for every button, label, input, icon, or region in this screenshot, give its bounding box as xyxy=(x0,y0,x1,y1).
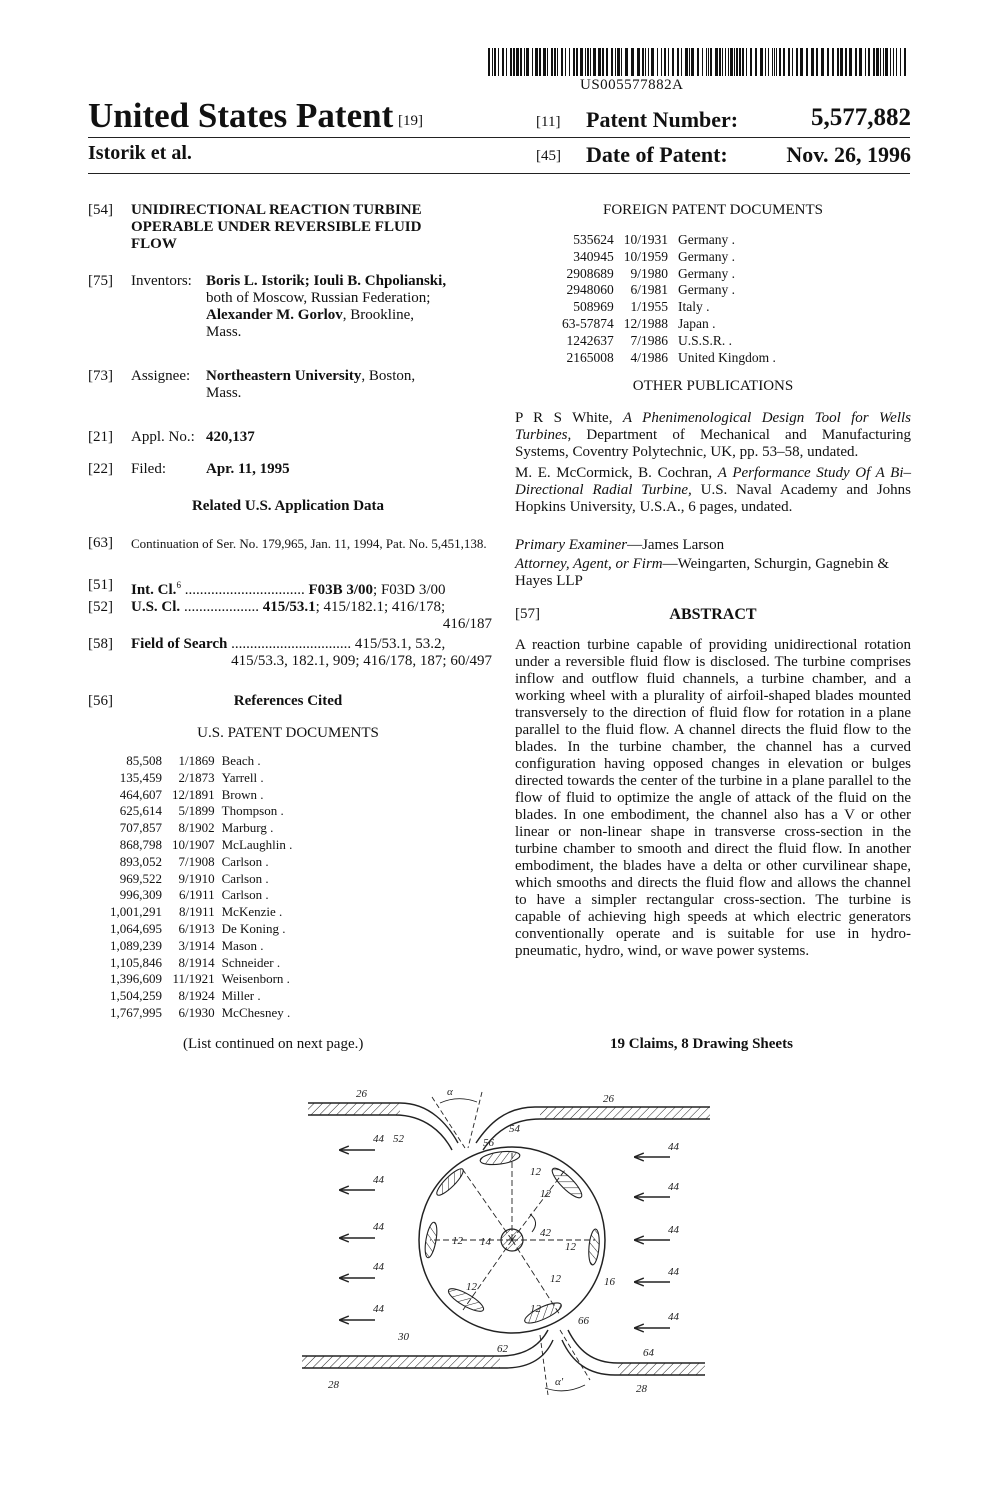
attorney xyxy=(515,556,911,590)
us-patent-date: 6/1930 xyxy=(178,1004,215,1020)
us-patent-inventor: Miller . xyxy=(221,988,261,1004)
title-code: [19] xyxy=(398,113,423,129)
uscl-dots: .................... xyxy=(180,599,263,615)
label-42: 42 xyxy=(540,1227,551,1239)
intcl-dots: ................................ xyxy=(180,582,309,598)
foreign-patent-number: 2948060 xyxy=(566,282,614,298)
us-patent-table xyxy=(110,753,292,1022)
label-12-bottom: 12 xyxy=(530,1303,541,1315)
label-44-r3: 44 xyxy=(668,1224,679,1236)
title-field-code: [54] xyxy=(88,202,113,218)
foreign-patent-number: 340945 xyxy=(573,248,614,264)
label-44-r1: 44 xyxy=(668,1141,679,1153)
inventor-1-location: both of Moscow, Russian Federation; xyxy=(206,290,431,306)
list-continued-note: (List continued on next page.) xyxy=(183,1036,364,1052)
field-of-search-section xyxy=(88,636,492,670)
pub1-title: A Phenimenological Design Tool for Wells Turbines, xyxy=(515,410,911,443)
label-14: 14 xyxy=(480,1236,491,1248)
uscl-code: [52] xyxy=(88,599,113,615)
foreign-patent-country: Germany . xyxy=(678,248,735,264)
foreign-patent-country: Japan . xyxy=(678,315,716,331)
inventor-2-state: Mass. xyxy=(206,324,242,340)
label-28-right: 28 xyxy=(636,1383,647,1395)
header-rule-top xyxy=(88,137,910,138)
us-patent-number: 1,064,695 xyxy=(110,920,162,936)
us-docs-heading: U.S. PATENT DOCUMENTS xyxy=(197,725,379,741)
us-patent-date: 8/1914 xyxy=(178,954,215,970)
assignee-label: Assignee: xyxy=(131,368,191,384)
foreign-patent-number: 63-57874 xyxy=(562,315,614,331)
us-patent-row xyxy=(110,938,292,955)
foreign-heading: FOREIGN PATENT DOCUMENTS xyxy=(602,202,824,218)
intcl-main: F03B 3/00 xyxy=(308,582,374,598)
intcl-label: Int. Cl. xyxy=(131,582,177,598)
us-patent-date: 6/1911 xyxy=(178,887,215,903)
us-patent-number: 625,614 xyxy=(119,803,162,819)
continuation-section xyxy=(88,536,488,551)
other-pub-heading: OTHER PUBLICATIONS xyxy=(632,378,794,394)
us-patent-date: 8/1902 xyxy=(178,820,215,836)
appl-number: 420,137 xyxy=(206,429,255,445)
foreign-patent-date: 4/1986 xyxy=(630,349,669,365)
assignee-location: , Boston, xyxy=(361,368,416,384)
us-patent-inventor: McLaughlin . xyxy=(221,836,293,852)
refs-code: [56] xyxy=(88,693,113,709)
uscl-line-2: 416/187 xyxy=(442,616,492,632)
invention-title-section xyxy=(88,202,488,253)
us-patent-inventor: Mason . xyxy=(221,937,264,953)
us-patent-number: 996,309 xyxy=(119,887,162,903)
references-section xyxy=(88,693,488,710)
references-heading: References Cited xyxy=(233,693,343,709)
us-patent-row xyxy=(110,854,292,871)
us-patent-date: 11/1921 xyxy=(172,971,215,987)
us-patent-number: 1,089,239 xyxy=(110,937,162,953)
pub1-author: P R S White, xyxy=(515,410,623,426)
label-44-r4: 44 xyxy=(668,1266,679,1278)
patent-number: 5,577,882 xyxy=(811,104,911,131)
foreign-patent-row xyxy=(562,232,776,249)
abstract-text: A reaction turbine capable of providing unidirectional rotation under a reversible fluid flow is disclosed. The turbine comprises inflow and outflow fluid channels, a turbine chamber, and a working wheel with a plurality of airfoil-shaped blades mounted transversely to the direction of fluid flow for rotation in a plane parallel to the fluid flow. A channel directs the fluid flow to the blades. In the turbine chamber, the channel has a curved configuration having opposed changes in elevation or bulges directed towards the center of the turbine in a plane parallel to the flow of fluid to optimize the angle of attack of the fluid on the blades. In one embodiment, the channel also has a V or other linear or non-linear shape in transverse cross-section in the turbine chamber to smooth and direct the fluid flow. In another embodiment, the blades have a delta or other curvilinear shape, which smooths and directs the fluid flow and allows the channel to have a simpler rectangular cross-section. The turbine is capable of achieving high speeds at which electric generators conventionally operate and is suitable for use in hydro-pneumatic, hydro, wind, or wave power systems. xyxy=(515,637,911,959)
us-patent-number: 1,105,846 xyxy=(110,954,162,970)
foreign-patent-row xyxy=(562,299,776,316)
label-30: 30 xyxy=(398,1331,409,1343)
pub2-title: A Performance Study Of A Bi–Directional Radial Turbine, xyxy=(515,465,912,498)
us-patent-date: 12/1891 xyxy=(172,786,215,802)
label-alpha-prime: α' xyxy=(555,1376,564,1388)
us-patent-inventor: De Koning . xyxy=(221,920,286,936)
us-patent-inventor: Weisenborn . xyxy=(221,971,290,987)
us-patent-date: 1/1869 xyxy=(178,753,215,768)
foreign-patent-table xyxy=(562,232,776,366)
examiner-label: Primary Examiner xyxy=(515,537,628,553)
pub1-rest: Department of Mechanical and Manufacturing Systems, Coventry Polytechnic, UK, pp. 53–58, undated. xyxy=(515,427,911,460)
us-patent-date: 7/1908 xyxy=(178,853,215,869)
publication-1 xyxy=(515,410,911,461)
label-44-r2: 44 xyxy=(668,1181,679,1193)
us-patent-date: 8/1911 xyxy=(178,904,215,920)
examiner xyxy=(515,537,911,554)
date-label: Date of Patent: xyxy=(586,142,728,167)
invention-title: UNIDIRECTIONAL REACTION TURBINE OPERABLE UNDER REVERSIBLE FLUID FLOW xyxy=(131,202,422,252)
examiner-name: —James Larson xyxy=(627,537,725,553)
us-patent-row xyxy=(110,837,292,854)
us-patent-inventor: Beach . xyxy=(221,753,261,768)
foreign-patent-number: 2165008 xyxy=(566,349,614,365)
us-patent-date: 10/1907 xyxy=(172,836,215,852)
us-patent-number: 893,052 xyxy=(119,853,162,869)
uscl-label: U.S. Cl. xyxy=(131,599,181,615)
publication-2 xyxy=(515,465,911,516)
foreign-patent-date: 12/1988 xyxy=(623,315,669,331)
label-12-right: 12 xyxy=(565,1241,576,1253)
patent-number-code: [11] xyxy=(536,114,561,130)
foreign-patent-country: U.S.S.R. . xyxy=(678,332,733,348)
us-patent-row xyxy=(110,955,292,972)
inventors-section xyxy=(88,273,488,341)
us-patent-row xyxy=(110,820,292,837)
us-patent-inventor: Carlson . xyxy=(221,887,269,903)
foreign-patent-row xyxy=(562,249,776,266)
us-patent-inventor: Schneider . xyxy=(221,954,281,970)
foreign-patent-country: Germany . xyxy=(678,265,735,281)
foreign-patent-country: Germany . xyxy=(678,232,735,247)
us-patent-number: 85,508 xyxy=(126,753,162,768)
intcl-section xyxy=(88,577,488,599)
foreign-patent-row xyxy=(562,350,776,367)
label-12-bottom-right: 12 xyxy=(550,1273,561,1285)
us-patent-date: 8/1924 xyxy=(178,988,215,1004)
attorney-label: Attorney, Agent, or Firm xyxy=(515,556,663,572)
attorney-name: —Weingarten, Schurgin, Gagnebin & Hayes LLP xyxy=(515,556,890,589)
inventor-2-location: , Brookline, xyxy=(342,307,415,323)
us-patent-row xyxy=(110,871,292,888)
label-44-l1: 44 xyxy=(373,1133,384,1145)
blade-bottom-right xyxy=(522,1299,563,1327)
filed-code: [22] xyxy=(88,461,113,477)
uscl-main: 415/53.1 xyxy=(262,599,316,615)
us-patent-date: 5/1899 xyxy=(178,803,215,819)
pub2-rest: U.S. Naval Academy and Johns Hopkins University, U.S.A., 6 pages, undated. xyxy=(515,482,912,515)
fos-dots: ................................ xyxy=(227,636,355,652)
us-patent-inventor: Carlson . xyxy=(221,853,269,869)
us-patent-row xyxy=(110,770,292,787)
us-patent-row xyxy=(110,787,292,804)
foreign-patent-date: 10/1931 xyxy=(623,232,669,247)
foreign-patent-number: 1242637 xyxy=(566,332,614,348)
us-patent-number: 1,001,291 xyxy=(110,904,162,920)
barcode xyxy=(488,48,910,76)
foreign-patent-row xyxy=(562,316,776,333)
inventor-2: Alexander M. Gorlov xyxy=(206,307,343,323)
label-64: 64 xyxy=(643,1347,654,1359)
assignee-section xyxy=(88,368,488,402)
blade-right xyxy=(587,1229,600,1266)
us-patent-date: 3/1914 xyxy=(178,937,215,953)
us-patent-inventor: Carlson . xyxy=(221,870,269,886)
us-patent-date: 2/1873 xyxy=(178,769,215,785)
inventors-label: Inventors: xyxy=(131,273,192,289)
assignee-code: [73] xyxy=(88,368,113,384)
abstract-heading-row xyxy=(515,606,911,623)
fos-code: [58] xyxy=(88,636,113,652)
us-patent-row xyxy=(110,988,292,1005)
blade-top-right xyxy=(549,1165,586,1202)
us-patent-date: 6/1913 xyxy=(178,920,215,936)
label-44-r5: 44 xyxy=(668,1311,679,1323)
foreign-patent-number: 508969 xyxy=(573,299,614,315)
us-patent-inventor: McChesney . xyxy=(221,1004,291,1020)
label-52: 52 xyxy=(393,1133,404,1145)
assignee-name: Northeastern University xyxy=(206,368,362,384)
uscl-section xyxy=(88,599,492,633)
us-patent-inventor: Marburg . xyxy=(221,820,274,836)
rotation-arrow xyxy=(530,1214,536,1232)
us-patent-number: 1,396,609 xyxy=(110,971,162,987)
fos-label: Field of Search xyxy=(131,636,228,652)
fos-line-1: 415/53.1, 53.2, xyxy=(354,636,446,652)
label-44-l2: 44 xyxy=(373,1174,384,1186)
foreign-patent-country: Italy . xyxy=(678,299,710,315)
abstract-heading: ABSTRACT xyxy=(669,606,757,623)
patent-date: Nov. 26, 1996 xyxy=(786,142,911,167)
label-12-top-right: 12 xyxy=(540,1188,551,1200)
label-62: 62 xyxy=(497,1343,508,1355)
continuation-text: Continuation of Ser. No. 179,965, Jan. 11, 1994, Pat. No. 5,451,138. xyxy=(131,536,487,551)
claims-line: 19 Claims, 8 Drawing Sheets xyxy=(610,1036,793,1052)
label-44-l4: 44 xyxy=(373,1261,384,1273)
foreign-patent-country: Germany . xyxy=(678,282,735,298)
foreign-patent-row xyxy=(562,333,776,350)
continuation-code: [63] xyxy=(88,535,113,551)
label-44-l3: 44 xyxy=(373,1221,384,1233)
us-patent-date: 9/1910 xyxy=(178,870,215,886)
us-patent-number: 868,798 xyxy=(119,836,162,852)
label-66: 66 xyxy=(578,1315,589,1327)
us-patent-inventor: McKenzie . xyxy=(221,904,283,920)
fos-line-2: 415/53.3, 182.1, 909; 416/178, 187; 60/497 xyxy=(231,653,492,669)
inventor-short: Istorik et al. xyxy=(88,142,192,164)
appl-code: [21] xyxy=(88,429,113,445)
foreign-patent-date: 10/1959 xyxy=(623,248,669,264)
turbine-figure xyxy=(0,1075,1000,1405)
inventor-1: Boris L. Istorik; Iouli B. Chpolianski, xyxy=(206,273,447,289)
foreign-patent-date: 9/1980 xyxy=(630,265,669,281)
date-code: [45] xyxy=(536,148,561,164)
pub2-author: M. E. McCormick, B. Cochran, xyxy=(515,465,718,481)
label-12-top: 12 xyxy=(530,1166,541,1178)
foreign-patent-number: 535624 xyxy=(573,232,614,247)
us-patent-row xyxy=(110,753,292,770)
foreign-patent-number: 2908689 xyxy=(566,265,614,281)
us-patent-number: 1,767,995 xyxy=(110,1004,162,1020)
label-16: 16 xyxy=(604,1276,615,1288)
filed-label: Filed: xyxy=(131,461,167,477)
us-patent-number: 707,857 xyxy=(119,820,162,836)
abstract-code: [57] xyxy=(515,606,540,622)
foreign-patent-date: 6/1981 xyxy=(630,282,669,298)
label-12-bottom-left: 12 xyxy=(466,1281,477,1293)
inventors-code: [75] xyxy=(88,273,113,289)
appl-label: Appl. No.: xyxy=(131,429,195,445)
header-rule-bottom xyxy=(88,173,910,174)
label-26-right: 26 xyxy=(603,1093,614,1105)
us-patent-row xyxy=(110,921,292,938)
us-patent-number: 1,504,259 xyxy=(110,988,162,1004)
patent-number-label: Patent Number: xyxy=(586,107,739,132)
foreign-patent-date: 1/1955 xyxy=(630,299,669,315)
foreign-patent-row xyxy=(562,282,776,299)
us-patent-row xyxy=(110,971,292,988)
label-54: 54 xyxy=(509,1123,520,1135)
foreign-patent-country: United Kingdom . xyxy=(678,349,776,365)
us-patent-inventor: Thompson . xyxy=(221,803,284,819)
us-patent-row xyxy=(110,904,292,921)
foreign-patent-row xyxy=(562,266,776,283)
intcl-rest: ; F03D 3/00 xyxy=(373,582,446,598)
label-44-l5: 44 xyxy=(373,1303,384,1315)
related-heading: Related U.S. Application Data xyxy=(191,498,385,514)
filed-date: Apr. 11, 1995 xyxy=(206,461,290,477)
foreign-patent-date: 7/1986 xyxy=(630,332,669,348)
us-patent-inventor: Brown . xyxy=(221,786,264,802)
label-28-left: 28 xyxy=(328,1379,339,1391)
us-patent-row xyxy=(110,887,292,904)
intcl-sup: 6 xyxy=(176,580,181,590)
us-patent-inventor: Yarrell . xyxy=(221,769,264,785)
label-56: 56 xyxy=(483,1137,494,1149)
document-title: United States Patent xyxy=(88,96,394,135)
label-26-left: 26 xyxy=(356,1088,367,1100)
uscl-rest: ; 415/182.1; 416/178; xyxy=(315,599,446,615)
assignee-state: Mass. xyxy=(206,385,242,401)
us-patent-number: 464,607 xyxy=(119,786,162,802)
us-patent-number: 135,459 xyxy=(119,769,162,785)
barcode-number: US005577882A xyxy=(580,77,684,93)
intcl-code: [51] xyxy=(88,577,113,593)
label-alpha: α xyxy=(447,1086,453,1098)
us-patent-row xyxy=(110,803,292,820)
label-12-left: 12 xyxy=(452,1235,463,1247)
us-patent-number: 969,522 xyxy=(119,870,162,886)
blade-top xyxy=(479,1149,520,1166)
us-patent-row xyxy=(110,1005,292,1022)
